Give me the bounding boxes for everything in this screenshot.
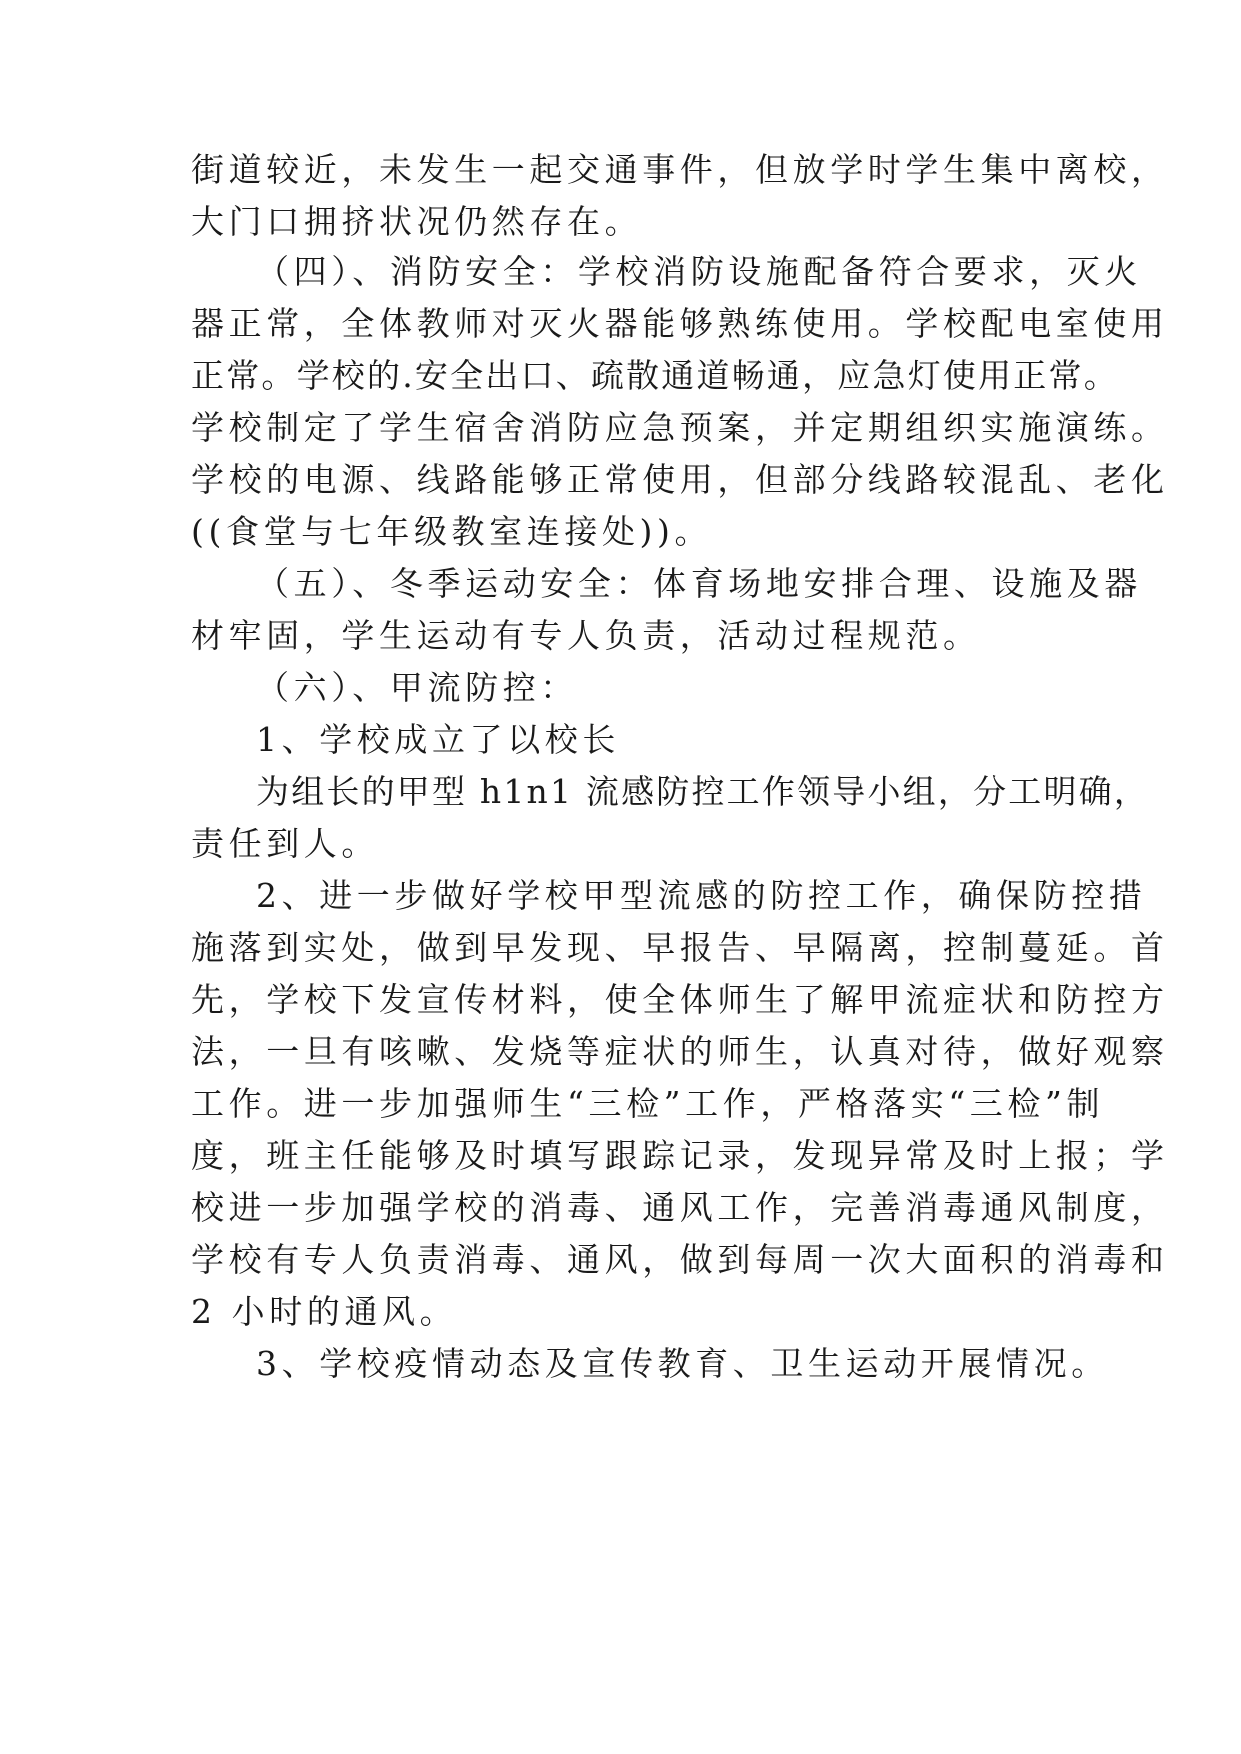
text-line: 先，学校下发宣传材料，使全体师生了解甲流症状和防控方 (191, 980, 1169, 1019)
text-line: 工作。进一步加强师生“三检”工作，严格落实“三检”制 (191, 1084, 1105, 1123)
text-line: 大门口拥挤状况仍然存在。 (191, 202, 643, 241)
text-line: 施落到实处，做到早发现、早报告、早隔离，控制蔓延。首 (191, 928, 1169, 967)
text-line: 材牢固，学生运动有专人负责，活动过程规范。 (191, 616, 981, 655)
text-line: 为组长的甲型 h1n1 流感防控工作领导小组，分工明确， (256, 772, 1150, 811)
text-line: 法，一旦有咳嗽、发烧等症状的师生，认真对待，做好观察 (191, 1032, 1169, 1071)
text-line: 校进一步加强学校的消毒、通风工作，完善消毒通风制度， (191, 1188, 1169, 1227)
text-line: 度，班主任能够及时填写跟踪记录，发现异常及时上报；学 (191, 1136, 1169, 1175)
text-line: ((食堂与七年级教室连接处))。 (191, 512, 713, 551)
text-line: 学校的电源、线路能够正常使用，但部分线路较混乱、老化 (191, 460, 1169, 499)
list-item-1: 1、学校成立了以校长 (256, 720, 620, 759)
text-line: 街道较近，未发生一起交通事件，但放学时学生集中离校， (191, 150, 1169, 189)
text-line: 学校制定了学生宿舍消防应急预案，并定期组织实施演练。 (191, 408, 1169, 447)
list-item-3: 3、学校疫情动态及宣传教育、卫生运动开展情况。 (256, 1344, 1109, 1383)
text-line: 正常。学校的.安全出口、疏散通道畅通，应急灯使用正常。 (191, 356, 1119, 395)
text-line: 责任到人。 (191, 824, 379, 863)
section-heading-fire-safety: （四）、消防安全：学校消防设施配备符合要求，灭火 (256, 252, 1142, 291)
section-heading-winter-sports: （五）、冬季运动安全：体育场地安排合理、设施及器 (256, 564, 1142, 603)
text-line: 器正常，全体教师对灭火器能够熟练使用。学校配电室使用 (191, 304, 1169, 343)
list-item-2: 2、进一步做好学校甲型流感的防控工作，确保防控措 (256, 876, 1147, 915)
text-line: 学校有专人负责消毒、通风，做到每周一次大面积的消毒和 (191, 1240, 1169, 1279)
section-heading-flu-control: （六）、甲流防控： (256, 668, 578, 707)
text-line: 2 小时的通风。 (191, 1292, 458, 1331)
